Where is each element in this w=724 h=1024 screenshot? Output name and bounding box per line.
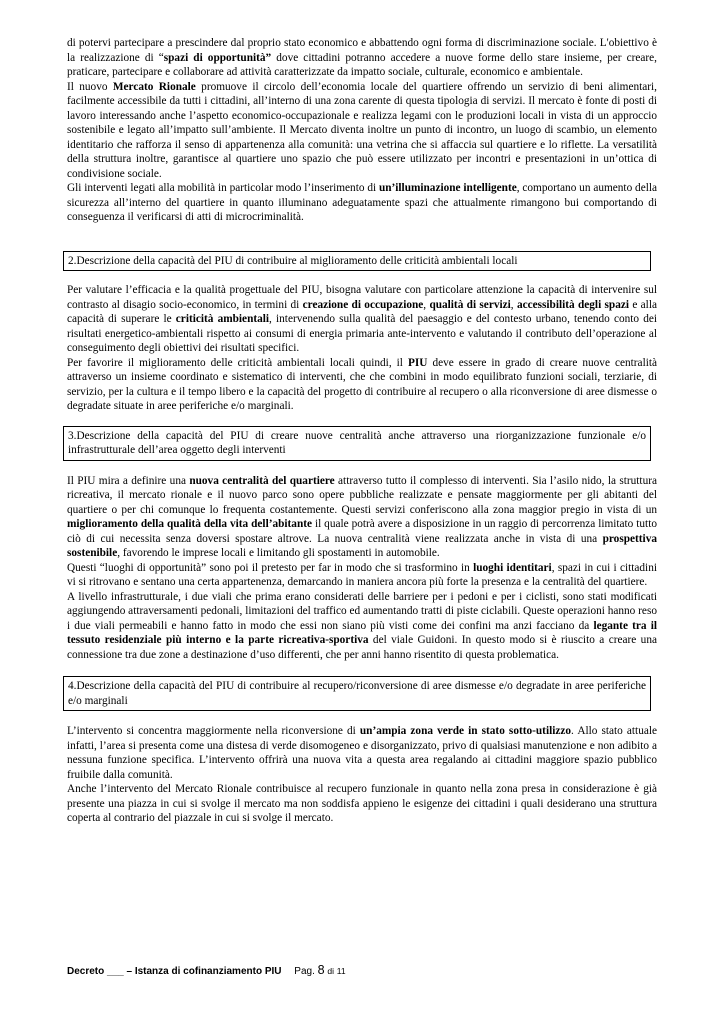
bold-text: Mercato Rionale (112, 80, 196, 93)
paragraph (67, 474, 657, 561)
section-4-heading: 4.Descrizione della capacità del PIU di contribuire al recupero/riconversione di aree dismesse e/o degradate in aree periferiche e/o marginali (63, 676, 651, 711)
paragraph (67, 283, 657, 356)
text-run: Per favorire il miglioramento delle criticità ambientali locali quindi, il (67, 356, 408, 369)
section-4-body (67, 724, 657, 826)
spacer (67, 711, 657, 724)
paragraph (67, 782, 657, 826)
section-2-body (67, 283, 657, 414)
section-3-body (67, 474, 657, 663)
text-run: , spazi in cui i cittadini vi si ritrovano e sentano una certa appartenenza, demarcando in maniera ancora più forte la presenza e la centralità del quartiere. (67, 561, 657, 588)
text-run: Per valutare l’efficacia e la qualità progettuale del PIU, bisogna valutare con particolare attenzione la capacità di intervenire sul contrasto al disagio socio-economico, in termini di (67, 284, 657, 311)
paragraph (67, 36, 657, 80)
page-content (67, 36, 657, 826)
bold-text: criticità ambientali (175, 313, 270, 325)
page-total: 11 (336, 966, 346, 976)
paragraph (67, 80, 657, 182)
spacer (67, 414, 657, 426)
section-2-heading: 2.Descrizione della capacità del PIU di contribuire al miglioramento delle criticità ambientali locali (63, 251, 651, 272)
text-run: , (423, 298, 430, 311)
text-run: A livello infrastrutturale, i due viali che prima erano considerati delle barriere per i pedoni e per i ciclisti, sono stati modificati aggiungendo attraversamenti pedonali, limitazioni del traffico ed aumentando tratti di piste ciclabili. Queste operazioni hanno reso i due viali permeabili e hanno fatto in modo che essi non siano più visti come dei confini ma anzi facciano da (67, 590, 657, 632)
bold-text: PIU (407, 356, 428, 369)
bold-text: creazione di occupazione (302, 298, 424, 311)
text-run: L’intervento si concentra maggiormente nella riconversione di (67, 725, 360, 737)
section-3-heading: 3.Descrizione della capacità del PIU di creare nuove centralità anche attraverso una riorganizzazione funzionale e/o infrastrutturale dell’area oggetto degli interventi (63, 426, 651, 461)
bold-text: un’ampia zona verde in stato sotto-utilizzo (359, 725, 572, 737)
spacer (67, 461, 657, 474)
bold-text: qualità di servizi (429, 298, 511, 311)
spacer (67, 225, 657, 251)
text-run: Anche l’intervento del Mercato Rionale contribuisce al recupero funzionale in quanto nella zona presa in considerazione è già presente una piazza in cui si svolge il mercato ma non soddisfa appieno le esigenze dei cittadini i quali desiderano una struttura coperta al contrario del piazzale in cui si svolge il mercato. (67, 783, 657, 824)
section-1-body (67, 36, 657, 225)
text-run: , intervenendo sulla qualità del paesaggio e del contesto urbano, tenendo conto dei risultati energetico-ambientali rispetto ai consumi di energia primaria ante-intervento e valutando il contributo dell’operazione al conseguimento degli obiettivi dei risultati specifici. (67, 313, 657, 354)
decree-title: Decreto ___ – Istanza di cofinanziamento PIU (67, 966, 282, 977)
text-run: . Allo stato attuale infatti, l’area si presenta come una distesa di verde disomogeneo e disorganizzato, privo di qualsiasi manutenzione e non adibito a nessuna funzione specifica. L’intervento offrirà una nuova vita a questa area regalando ai cittadini maggiore spazio pubblico fruibile dalla comunità. (67, 725, 658, 781)
bold-text: legante tra il tessuto residenziale più interno e la parte ricreativa-sportiva (67, 619, 657, 646)
text-run: il quale potrà avere a disposizione in un raggio di percorrenza limitato tutto ciò di cui necessita senza doversi spostare altrove. La nuova centralità viene realizzata anche in vista di una (67, 518, 657, 545)
text-run: , comportano un aumento della sicurezza all’interno del quartiere in quanto illuminano adeguatamente spazi che attualmente rimangono bui comportando di conseguenza il verificarsi di atti di microcriminalità. (67, 182, 658, 223)
text-run: deve essere in grado di creare nuove centralità attraverso un insieme coordinato e sistematico di interventi, che che combini in modo equilibrato funzioni sociali, terziarie, di servizio, per la cultura e il tempo libero e la capacità del progetto di contribuire al recupero o alla riconversione di aree dismesse o degradate situate in aree periferiche e/o marginali. (67, 356, 657, 412)
text-run: del viale Guidoni. In questo modo si è riuscito a creare una connessione tra due zone a destinazione d’uso differenti, che per anni hanno risentito di questa problematica. (67, 634, 657, 661)
text-run: Questi “luoghi di opportunità” sono poi il pretesto per far in modo che si trasformino in (67, 561, 474, 574)
bold-text: miglioramento della qualità della vita dell’abitante (67, 518, 313, 530)
page-of: di (327, 966, 335, 976)
paragraph (67, 590, 657, 663)
bold-text: un’illuminazione intelligente (378, 182, 517, 194)
text-run: e alla capacità di superare le (67, 298, 657, 325)
page-number (294, 963, 346, 977)
page-footer (67, 963, 346, 977)
bold-text: accessibilità degli spazi (516, 298, 630, 311)
bold-text: prospettiva sostenibile (67, 532, 657, 559)
spacer (67, 271, 657, 283)
paragraph (67, 561, 657, 590)
paragraph (67, 181, 657, 225)
text-run: , (510, 298, 517, 311)
paragraph (67, 356, 657, 414)
bold-text: spazi di opportunità” (163, 51, 272, 64)
paragraph (67, 724, 657, 782)
bold-text: nuova centralità del quartiere (189, 474, 335, 487)
spacer (67, 662, 657, 676)
text-run: attraverso tutto il complesso di interventi. Sia l’asilo nido, la struttura ricreativa, il mercato rionale e il nuovo parco sono opere pubbliche realizzate e pensate maggiormente per gli abitanti del quartiere o per chi comunque lo frequenta costantemente. Questi servizi conferiscono alla zona maggior pregio in vista di un (67, 474, 657, 516)
text-run: Il PIU mira a definire una (67, 474, 190, 487)
page-current: 8 (317, 963, 325, 977)
bold-text: luoghi identitari (473, 561, 552, 574)
text-run: promuove il circolo dell’economia locale del quartiere offrendo un servizio di beni alimentari, facilmente accessibile da tutti i cittadini, all’interno di una zona carente di questa tipologia di servizi. Il mercato è fonte di posti di lavoro interessando anche l’aspetto economico-occupazionale e realizza legami con le produzioni locali in vista di un approccio sostenibile e legato all’impatto sull’ambiente. Il Mercato diventa inoltre un punto di incontro, un luogo di scambio, un elemento identitario che rafforza il senso di appartenenza alla comunità: una vetrina che si affaccia sul quartiere e lo riflette. La versatilità della struttura inoltre, garantisce al quartiere uno spazio che può essere utilizzato per incontri e presentazioni in un’ottica di condivisione sociale. (67, 80, 657, 180)
page-prefix: Pag. (294, 966, 315, 977)
text-run: di potervi partecipare a prescindere dal proprio stato economico e abbattendo ogni forma di discriminazione sociale. L'obiettivo è la realizzazione di “ (67, 37, 657, 64)
text-run: Gli interventi legati alla mobilità in particolar modo l’inserimento di (67, 182, 379, 194)
text-run: dove cittadini potranno accedere a nuove forme dello stare insieme, per creare, praticare, partecipare e collaborare ad attività caratterizzate da impatto sociale, culturale, economico e ambientale. (67, 51, 657, 78)
text-run: Il nuovo (67, 80, 113, 93)
text-run: , favorendo le imprese locali e limitando gli spostamenti in automobile. (117, 547, 440, 559)
